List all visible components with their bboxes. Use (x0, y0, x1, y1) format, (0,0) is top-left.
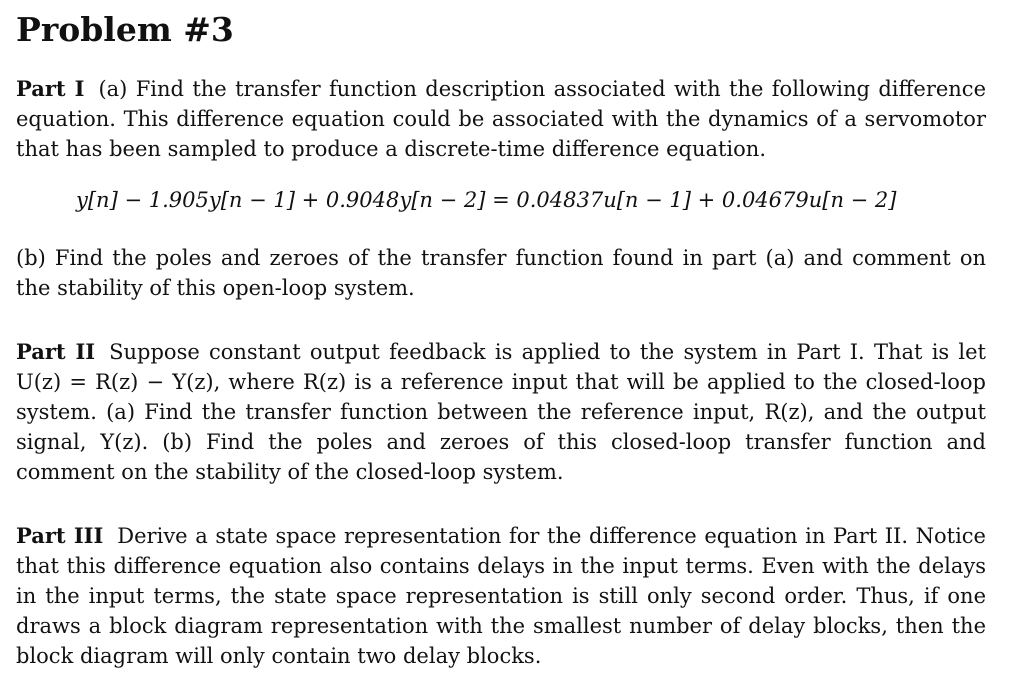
part2-text: Suppose constant output feedback is applied to the system in Part I. That is let U(z) = R(z) − Y(z), where R(z) is a reference input that will be applied to the closed-loop system. (a) Find the transfer function between the reference input, R(z), and the output signal, Y(z). (b) Find the poles and zeroes of this closed-loop transfer function and comment on the stability of the closed-loop system. (16, 340, 986, 484)
part1-a-text: (a) Find the transfer function description associated with the following difference equation. This difference equation could be associated with the dynamics of a servomotor that has been sampled to produce a discrete-time difference equation. (16, 77, 986, 161)
part2-paragraph (16, 337, 986, 487)
problem-title: Problem #3 (16, 10, 234, 49)
part1-a-paragraph (16, 74, 986, 164)
difference-equation: y[n] − 1.905y[n − 1] + 0.9048y[n − 2] = 0.04837u[n − 1] + 0.04679u[n − 2] (76, 188, 897, 212)
part3-label: Part III (16, 523, 104, 548)
part2-label: Part II (16, 339, 96, 364)
part1-label: Part I (16, 76, 85, 101)
part3-paragraph (16, 521, 986, 671)
part3-text: Derive a state space representation for the difference equation in Part II. Notice that this difference equation also contains delays in the input terms. Even with the delays in the input terms, the state space representation is still only second order. Thus, if one draws a block diagram representation with the smallest number of delay blocks, then the block diagram will only contain two delay blocks. (16, 524, 986, 668)
part1-b-paragraph: (b) Find the poles and zeroes of the transfer function found in part (a) and comment on the stability of this open-loop system. (16, 246, 986, 300)
